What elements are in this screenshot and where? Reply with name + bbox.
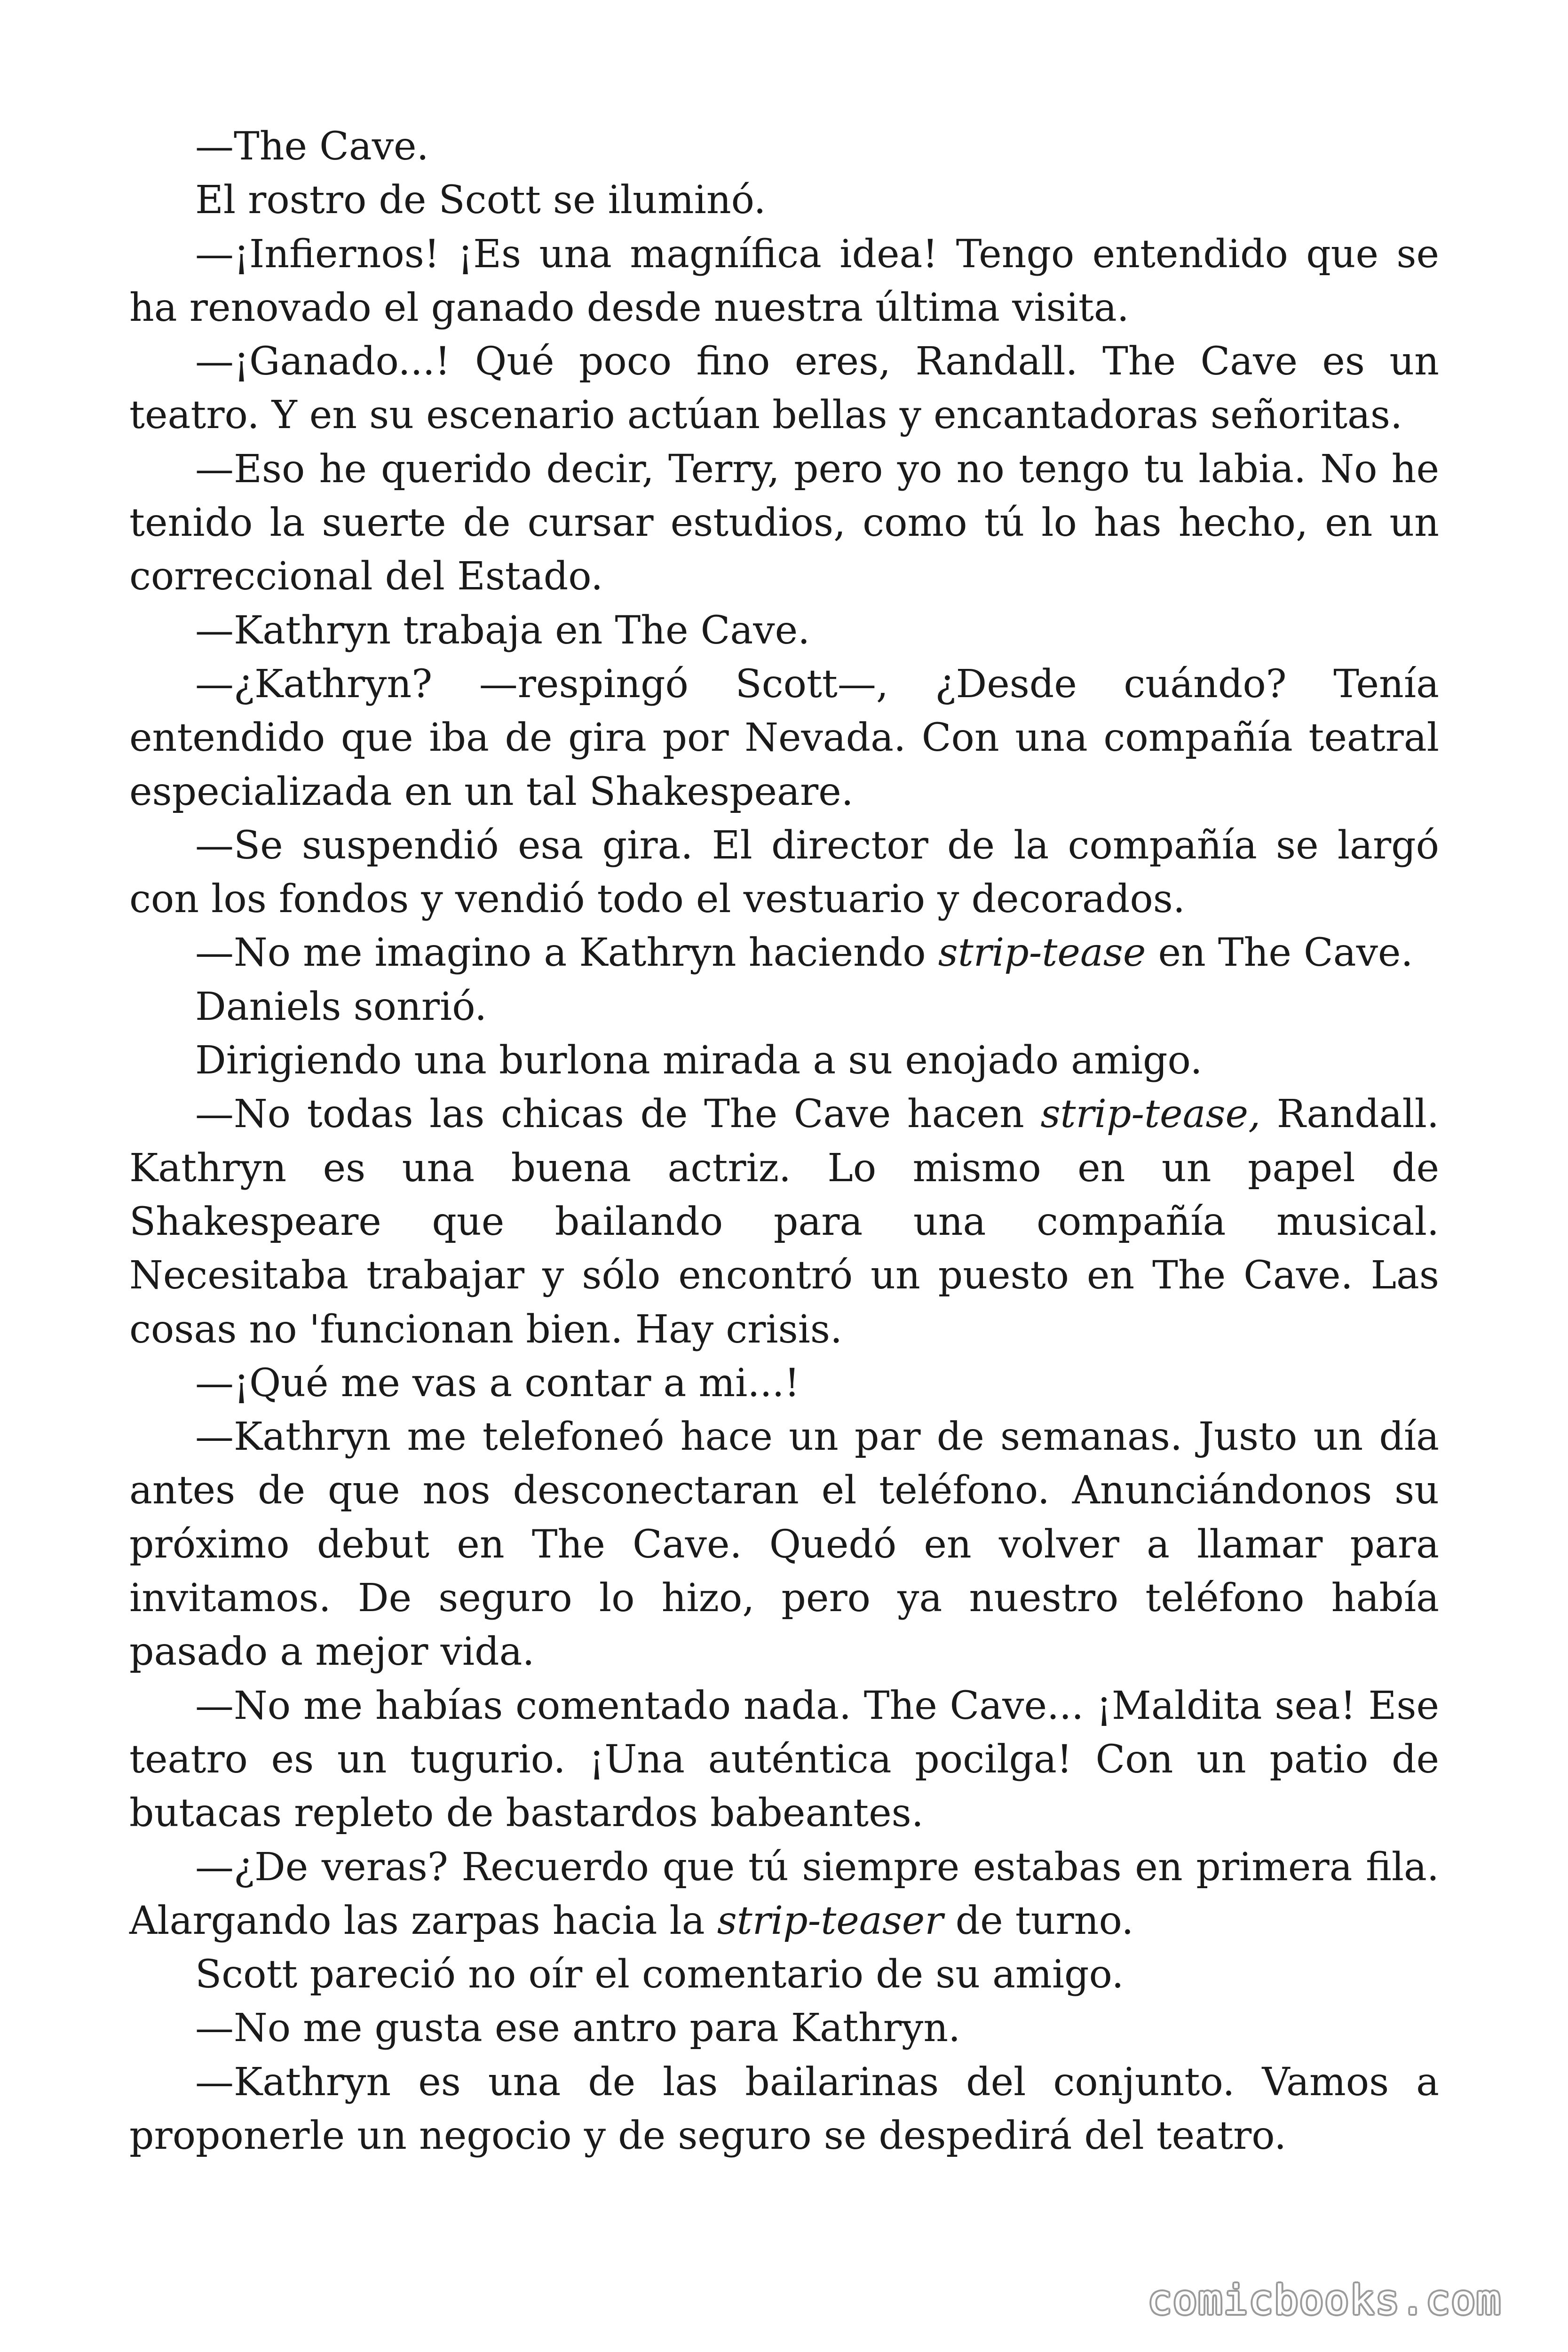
- paragraph: [129, 1410, 1439, 1679]
- text-run: Scott pareció no oír el comentario de su amigo.: [195, 1952, 1124, 1997]
- text-run: —¿Kathryn? —respingó Scott—, ¿Desde cuándo? Tenía entendido que iba de gira por Nevada. Con una compañía teatral especializada en un tal Shakespeare.: [129, 661, 1439, 814]
- paragraph: [129, 2002, 1439, 2055]
- text-run: —Se suspendió esa gira. El director de la compañía se largó con los fondos y vendió todo el vestuario y decorados.: [129, 823, 1439, 922]
- text-run: —Kathryn es una de las bailarinas del conjunto. Vamos a proponerle un negocio y de seguro se despedirá del teatro.: [129, 2059, 1439, 2158]
- text-run: —¡Ganado...! Qué poco fino eres, Randall. The Cave es un teatro. Y en su escenario actúan bellas y encantadoras señoritas.: [129, 339, 1439, 438]
- text-run: de turno.: [943, 1898, 1134, 1943]
- italic-run: strip-teaser: [717, 1898, 943, 1943]
- paragraph: [129, 120, 1439, 174]
- text-run: Dirigiendo una burlona mirada a su enojado amigo.: [195, 1038, 1203, 1083]
- page-body: [129, 120, 1439, 2163]
- watermark-text: comicbooks.com: [1148, 2277, 1502, 2324]
- paragraph: [129, 926, 1439, 980]
- text-run: Randall. Kathryn es una buena actriz. Lo mismo en un papel de Shakespeare que bailando para una compañía musical. Necesitaba trabajar y sólo encontró un puesto en The Cave. Las cosas no 'funcionan bien. Hay crisis.: [129, 1092, 1439, 1352]
- text-run: —No todas las chicas de The Cave hacen: [195, 1092, 1041, 1137]
- paragraph: [129, 335, 1439, 443]
- text-run: Daniels sonrió.: [195, 984, 487, 1029]
- text-run: —Kathryn me telefoneó hace un par de semanas. Justo un día antes de que nos desconectaran el teléfono. Anunciándonos su próximo debut en The Cave. Quedó en volver a llamar para invitamos. De seguro lo hizo, pero ya nuestro teléfono había pasado a mejor vida.: [129, 1414, 1439, 1675]
- paragraph: [129, 604, 1439, 658]
- paragraph: [129, 819, 1439, 927]
- paragraph: [129, 1948, 1439, 2002]
- paragraph: [129, 980, 1439, 1034]
- text-run: en The Cave.: [1146, 930, 1413, 976]
- italic-run: strip-tease: [938, 930, 1146, 976]
- text-run: —No me habías comentado nada. The Cave... ¡Maldita sea! Ese teatro es un tugurio. ¡Una auténtica pocilga! Con un patio de butacas repleto de bastardos babeantes.: [129, 1683, 1439, 1836]
- text-run: —¿De veras? Recuerdo que tú siempre estabas en primera fila. Alargando las zarpas hacia la: [129, 1844, 1439, 1943]
- paragraph: [129, 443, 1439, 604]
- paragraph: [129, 1088, 1439, 1356]
- text-run: El rostro de Scott se iluminó.: [195, 178, 766, 223]
- paragraph: [129, 1679, 1439, 1841]
- text-run: —Kathryn trabaja en The Cave.: [195, 608, 810, 653]
- paragraph: [129, 2056, 1439, 2163]
- text-run: —Eso he querido decir, Terry, pero yo no tengo tu labia. No he tenido la suerte de cursar estudios, como tú lo has hecho, en un correccional del Estado.: [129, 446, 1439, 599]
- paragraph: [129, 1841, 1439, 1948]
- paragraph: [129, 174, 1439, 227]
- text-run: —No me gusta ese antro para Kathryn.: [195, 2006, 961, 2051]
- paragraph: [129, 228, 1439, 335]
- italic-run: strip-tease,: [1040, 1092, 1261, 1137]
- text-run: —¡Infiernos! ¡Es una magnífica idea! Tengo entendido que se ha renovado el ganado desde nuestra última visita.: [129, 231, 1439, 330]
- paragraph: [129, 658, 1439, 819]
- paragraph: [129, 1357, 1439, 1410]
- text-run: —No me imagino a Kathryn haciendo: [195, 930, 938, 976]
- paragraph: [129, 1034, 1439, 1088]
- text-run: —The Cave.: [195, 124, 429, 169]
- text-run: —¡Qué me vas a contar a mi...!: [195, 1360, 800, 1406]
